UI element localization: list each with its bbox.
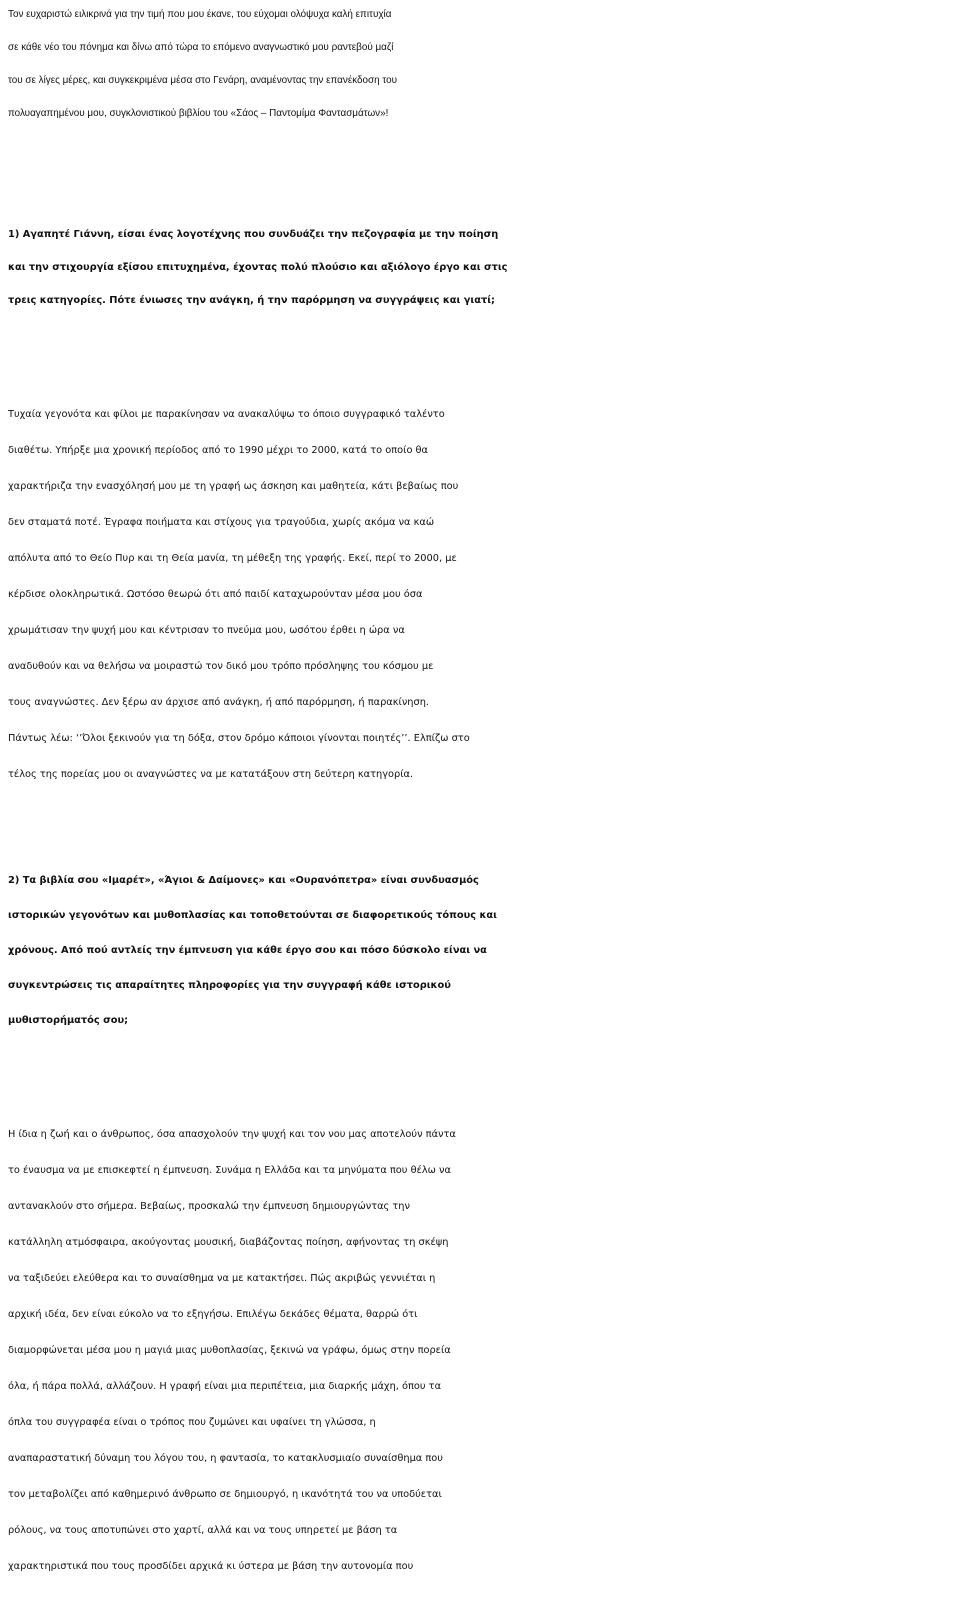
text-line: να ταξιδεύει ελεύθερα και το συναίσθημα να με κατακτήσει. Πώς ακριβώς γεννιέται η [8,1273,436,1284]
text-line: δεν σταματά ποτέ. Έγραφα ποιήματα και στίχους για τραγούδια, χωρίς ακόμα να καώ [8,517,435,528]
text-line: Πάντως λέω: ‘’Όλοι ξεκινούν για τη δόξα, στον δρόμο κάποιοι γίνονται ποιητές’’. Ελπίζω στο [8,733,470,744]
text-line: απόλυτα από το Θείο Πυρ και τη Θεία μανία, τη μέθεξη της γραφής. Εκεί, περί το 2000, με [8,553,457,564]
text-line: πολυαγαπημένου μου, συγκλονιστικού βιβλίου του «Σάος – Παντομίμα Φαντασμάτων»! [8,108,389,119]
text-line: κέρδισε ολοκληρωτικά. Ωστόσο θεωρώ ότι από παιδί καταχωρούνταν μέσα μου όσα [8,589,423,600]
text-line: συγκεντρώσεις τις απαραίτητες πληροφορίες για την συγγραφή κάθε ιστορικού [8,980,451,991]
text-line: τον μεταβολίζει από καθημερινό άνθρωπο σε δημιουργό, η ικανότητά του να υποδύεται [8,1489,442,1500]
text-line: του σε λίγες μέρες, και συγκεκριμένα μέσα στο Γενάρη, αναμένοντας την επανέκδοση του [8,75,398,86]
text-line: τρεις κατηγορίες. Πότε ένιωσες την ανάγκη, ή την παρόρμηση να συγγράψεις και γιατί; [8,295,495,306]
text-line: 2) Τα βιβλία σου «Ιμαρέτ», «Άγιοι & Δαίμονες» και «Ουρανόπετρα» είναι συνδυασμός [8,875,479,886]
text-line: χαρακτηριστικά που τους προσδίδει αρχικά κι ύστερα με βάση την αυτονομία που [8,1561,414,1572]
text-line: Η ίδια η ζωή και ο άνθρωπος, όσα απασχολούν την ψυχή και τον νου μας αποτελούν πάντα [8,1129,456,1140]
text-line: 1) Αγαπητέ Γιάννη, είσαι ένας λογοτέχνης που συνδυάζει την πεζογραφία με την ποίηση [8,229,499,240]
text-line: τέλος της πορείας μου οι αναγνώστες να με κατατάξουν στη δεύτερη κατηγορία. [8,769,414,780]
text-line: αναπαραστατική δύναμη του λόγου του, η φαντασία, το κατακλυσμιαίο συναίσθημα που [8,1453,443,1464]
text-line: ιστορικών γεγονότων και μυθοπλασίας και τοποθετούνται σε διαφορετικούς τόπους και [8,910,497,921]
text-line: αντανακλούν στο σήμερα. Βεβαίως, προσκαλώ την έμπνευση δημιουργώντας την [8,1201,410,1212]
text-line: διαμορφώνεται μέσα μου η μαγιά μιας μυθοπλασίας, ξεκινώ να γράφω, όμως στην πορεία [8,1345,451,1356]
text-line: αναδυθούν και να θελήσω να μοιραστώ τον δικό μου τρόπο πρόσληψης του κόσμου με [8,661,434,672]
text-line: αρχική ιδέα, δεν είναι εύκολο να το εξηγήσω. Επιλέγω δεκάδες θέματα, θαρρώ ότι [8,1309,418,1320]
text-line: όπλα του συγγραφέα είναι ο τρόπος που ζυμώνει και υφαίνει τη γλώσσα, η [8,1417,376,1428]
text-line: χρωμάτισαν την ψυχή μου και κέντρισαν το πνεύμα μου, ωσότου έρθει η ώρα να [8,625,405,636]
text-line: ρόλους, να τους αποτυπώνει στο χαρτί, αλλά και να τους υπηρετεί με βάση τα [8,1525,398,1536]
text-line: κατάλληλη ατμόσφαιρα, ακούγοντας μουσική, διαβάζοντας ποίηση, αφήνοντας τη σκέψη [8,1237,449,1248]
text-line: χρόνους. Από πού αντλείς την έμπνευση για κάθε έργο σου και πόσο δύσκολο είναι να [8,945,487,956]
text-line: σε κάθε νέο του πόνημα και δίνω από τώρα το επόμενο αναγνωστικό μου ραντεβού μαζί [8,42,394,53]
text-line: όλα, ή πάρα πολλά, αλλάζουν. Η γραφή είναι μια περιπέτεια, μια διαρκής μάχη, όπου τα [8,1381,442,1392]
text-line: Τυχαία γεγονότα και φίλοι με παρακίνησαν να ανακαλύψω το όποιο συγγραφικό ταλέντο [8,409,445,420]
text-line: τους αναγνώστες. Δεν ξέρω αν άρχισε από ανάγκη, ή από παρόρμηση, ή παρακίνηση. [8,697,430,708]
text-line: και την στιχουργία εξίσου επιτυχημένα, έχοντας πολύ πλούσιο και αξιόλογο έργο και στις [8,262,508,273]
text-line: χαρακτήριζα την ενασχόλησή μου με τη γραφή ως άσκηση και μαθητεία, κάτι βεβαίως που [8,481,459,492]
text-line: μυθιστορήματός σου; [8,1015,129,1026]
text-line: Τον ευχαριστώ ειλικρινά για την τιμή που μου έκανε, του εύχομαι ολόψυχα καλή επιτυχία [8,9,392,20]
text-line: διαθέτω. Υπήρξε μια χρονική περίοδος από το 1990 μέχρι το 2000, κατά το οποίο θα [8,445,429,456]
text-line: το έναυσμα να με επισκεφτεί η έμπνευση. Συνάμα η Ελλάδα και τα μηνύματα που θέλω να [8,1165,451,1176]
